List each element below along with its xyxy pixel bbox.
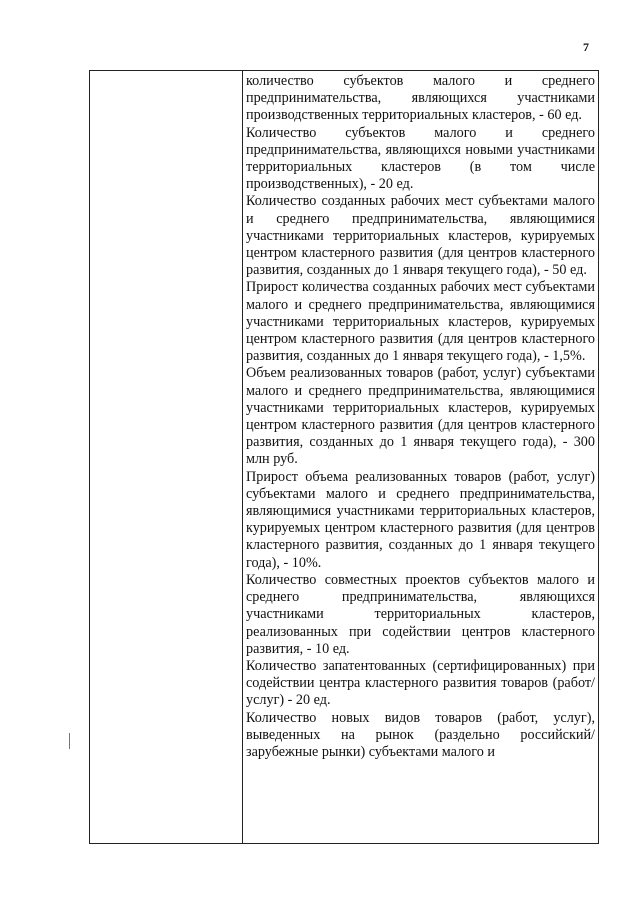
- indicator-paragraph: Прирост количества созданных рабочих мест субъектами малого и среднего предпринимательства, являющимися участниками территориальных кластеров, курируемых центром кластерного развития (для центров кластерного развития, созданных до 1 января текущего года), - 1,5%.: [246, 279, 595, 365]
- scan-margin-mark: [69, 733, 70, 749]
- indicator-paragraph: Прирост объема реализованных товаров (работ, услуг) субъектами малого и среднего предпринимательства, являющимися участниками территориальных кластеров, курируемых центром кластерного развития (для центров кластерного развития, созданных до 1 января текущего года), - 10%.: [246, 468, 595, 571]
- indicator-paragraph: количество субъектов малого и среднего предпринимательства, являющихся участниками производственных территориальных кластеров, - 60 ед.: [246, 73, 595, 124]
- table-right-column: [243, 71, 598, 843]
- indicator-paragraph: Объем реализованных товаров (работ, услуг) субъектами малого и среднего предпринимательства, являющимися участниками территориальных кластеров, курируемых центром кластерного развития (для центров кластерного развития, созданных до 1 января текущего года), - 300 млн руб.: [246, 365, 595, 468]
- table-left-column: [90, 71, 243, 843]
- page-number: 7: [583, 40, 589, 54]
- indicator-paragraph: Количество субъектов малого и среднего предпринимательства, являющихся новыми участниками территориальных кластеров (в том числе производственных), - 20 ед.: [246, 124, 595, 193]
- indicator-paragraph: Количество совместных проектов субъектов малого и среднего предпринимательства, являющихся участниками территориальных кластеров, реализованных при содействии центров кластерного развития, - 10 ед.: [246, 571, 595, 657]
- document-table: [89, 70, 599, 844]
- indicator-paragraph: Количество созданных рабочих мест субъектами малого и среднего предпринимательства, являющимися участниками территориальных кластеров, курируемых центром кластерного развития (для центров кластерного развития, созданных до 1 января текущего года), - 50 ед.: [246, 193, 595, 279]
- indicator-paragraph: Количество новых видов товаров (работ, услуг), выведенных на рынок (раздельно российский/зарубежные рынки) субъектами малого и: [246, 709, 595, 760]
- indicator-paragraph: Количество запатентованных (сертифицированных) при содействии центра кластерного развития товаров (работ/услуг) - 20 ед.: [246, 657, 595, 709]
